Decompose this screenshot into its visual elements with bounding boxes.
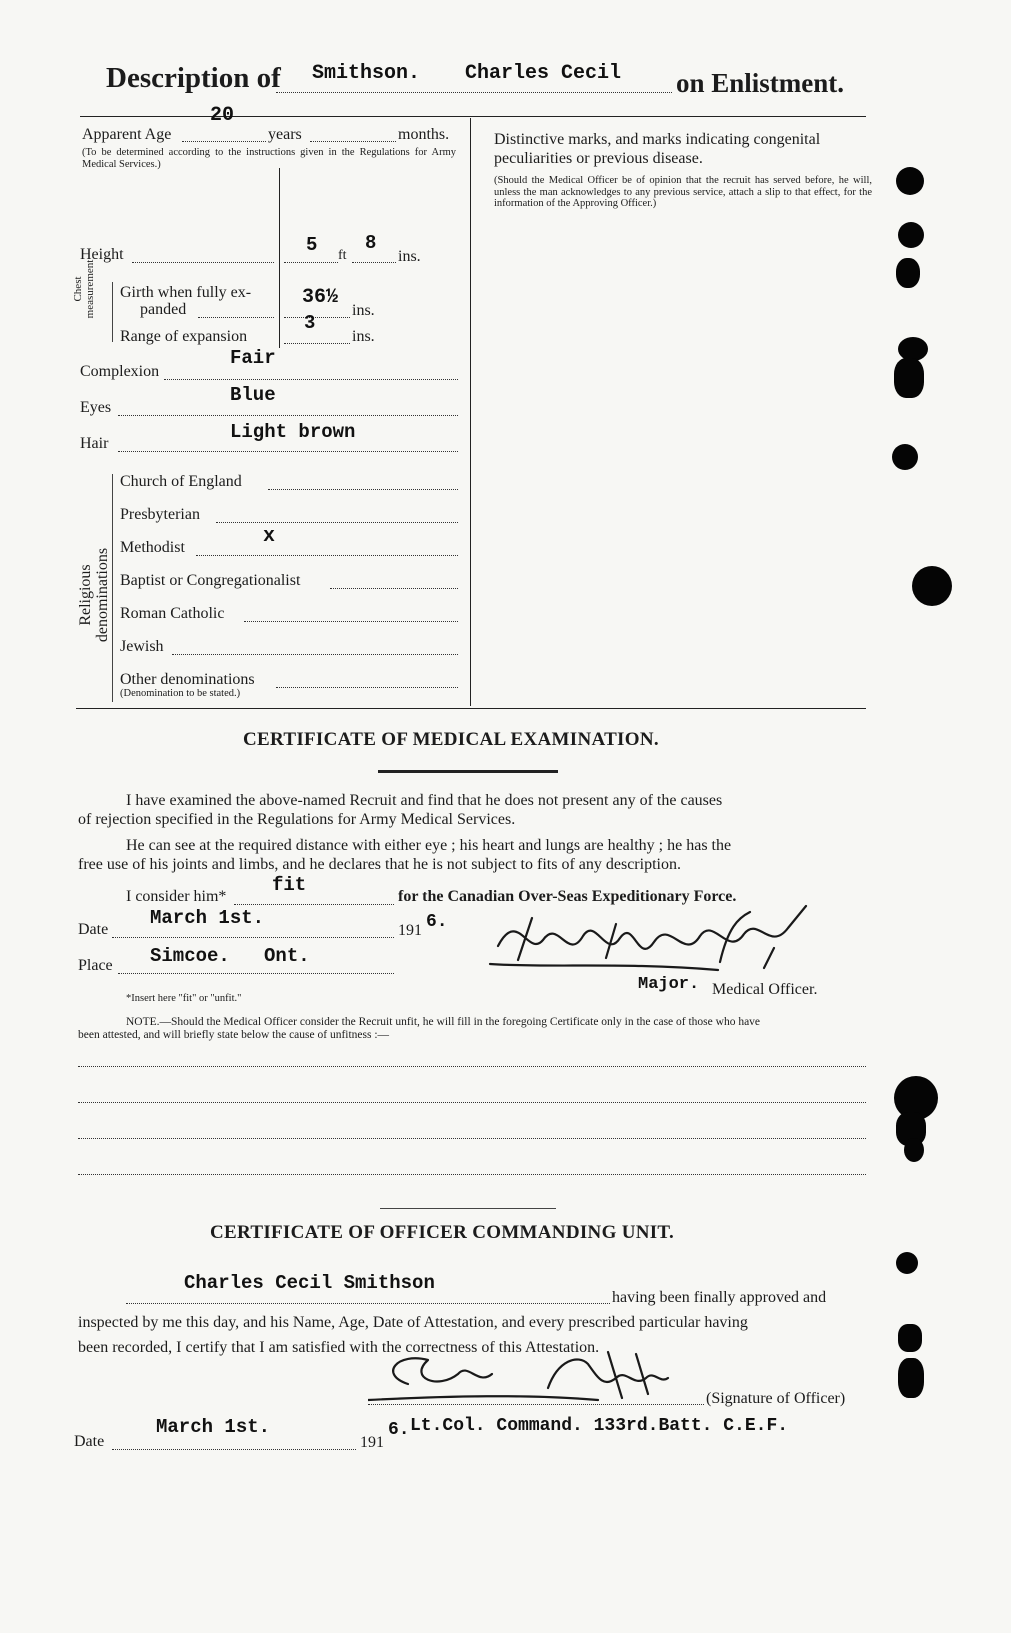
medical-date-label: Date [78, 921, 109, 938]
insert-note: *Insert here "fit" or "unfit." [126, 993, 242, 1004]
commanding-year-prefix: 191 [360, 1434, 384, 1451]
medical-year-digit: 6. [426, 912, 448, 932]
commanding-signature-line [368, 1404, 704, 1405]
medical-title-rule [378, 770, 558, 773]
medical-officer-label: Medical Officer. [712, 981, 818, 998]
medical-bottom-rule [380, 1208, 556, 1209]
commanding-name-line [126, 1303, 610, 1304]
binding-hole-10 [904, 1138, 924, 1162]
girth-value: 36½ [302, 286, 339, 309]
religion-side-line-2: denominations [94, 547, 111, 643]
eyes-value: Blue [230, 384, 276, 406]
years-label: years [268, 126, 302, 143]
commanding-year-digit: 6. [388, 1420, 410, 1440]
header-given-names: Charles Cecil [465, 62, 622, 85]
eyes-line [118, 415, 458, 416]
religion-jewish: Jewish [120, 638, 164, 655]
unfit-note-line2: been attested, and will briefly state below the cause of unfitness :— [78, 1029, 390, 1041]
religion-line-4 [244, 621, 458, 622]
commanding-officer-signature [368, 1334, 688, 1414]
medical-officer-rank: Major. [638, 975, 700, 994]
girth-value-line [284, 317, 350, 318]
commanding-date-line [112, 1449, 356, 1450]
height-feet-value: 5 [306, 234, 318, 256]
commanding-date-value: March 1st. [156, 1416, 271, 1438]
commanding-date-label: Date [74, 1433, 105, 1450]
girth-label-1: Girth when fully ex- [120, 284, 252, 301]
religion-roman-catholic: Roman Catholic [120, 605, 225, 622]
place-label: Place [78, 957, 113, 974]
medical-date-line [112, 937, 394, 938]
methodist-mark: x [263, 525, 276, 548]
binding-hole-13 [898, 1358, 924, 1398]
header-on-enlistment: on Enlistment. [676, 68, 845, 98]
feet-label: ft [338, 248, 347, 263]
distinctive-marks-title: Distinctive marks, and marks indicating congenital peculiarities or previous disease. [494, 131, 821, 167]
girth-label-2: panded [140, 301, 187, 318]
binding-hole-1 [896, 167, 924, 195]
age-note: (To be determined according to the instructions given in the Regulations for Army Medical Services.) [82, 147, 456, 170]
binding-hole-2 [898, 222, 924, 248]
height-inches-value: 8 [365, 232, 377, 254]
column-divider [470, 118, 471, 706]
religion-other-note: (Denomination to be stated.) [120, 688, 241, 699]
range-label: Range of expansion [120, 328, 248, 345]
range-ins-label: ins. [352, 328, 375, 345]
height-leader [132, 262, 274, 263]
medical-para1-line1: I have examined the above-named Recruit and find that he does not present any of the causes [126, 792, 723, 809]
medical-certificate-title: CERTIFICATE OF MEDICAL EXAMINATION. [243, 729, 659, 750]
complexion-value: Fair [230, 347, 276, 369]
consider-label: I consider him* [126, 888, 227, 905]
religion-line-2 [196, 555, 458, 556]
unfit-line-3 [78, 1138, 866, 1139]
age-years-line [182, 141, 266, 142]
commanding-line2: inspected by me this day, and his Name, Age, Date of Attestation, and every prescribed particular having [78, 1314, 748, 1331]
religion-other: Other denominations [120, 671, 255, 688]
age-months-line [310, 141, 396, 142]
religion-baptist: Baptist or Congregationalist [120, 572, 301, 589]
complexion-line [164, 379, 458, 380]
religion-line-3 [330, 588, 458, 589]
medical-para1-line2: of rejection specified in the Regulations for Army Medical Services. [78, 811, 516, 828]
binding-hole-7 [912, 566, 952, 606]
range-value: 3 [304, 312, 316, 334]
header-surname: Smithson. [312, 62, 421, 85]
value-column-divider [279, 168, 280, 348]
girth-leader [198, 317, 274, 318]
medical-date-value: March 1st. [150, 907, 265, 929]
height-feet-line [284, 262, 338, 263]
hair-line [118, 451, 458, 452]
binding-hole-12 [898, 1324, 922, 1352]
header-description-of: Description of [106, 62, 281, 94]
unfit-line-4 [78, 1174, 866, 1175]
age-value: 20 [210, 104, 235, 127]
medical-para2-line1: He can see at the required distance with either eye ; his heart and lungs are healthy ; he has the [126, 837, 732, 854]
place-value: Simcoe. Ont. [150, 945, 310, 967]
commanding-certificate-title: CERTIFICATE OF OFFICER COMMANDING UNIT. [210, 1222, 675, 1243]
commanding-line3: been recorded, I certify that I am satisfied with the correctness of this Attestation. [78, 1339, 600, 1356]
medical-year-prefix: 191 [398, 922, 422, 939]
religion-side-line-1: Religious [77, 564, 94, 626]
commanding-line1-end: having been finally approved and [612, 1289, 827, 1306]
header-rule [80, 116, 866, 117]
apparent-age-label: Apparent Age [82, 126, 172, 143]
medical-para2-line2: free use of his joints and limbs, and he declares that he is not subject to fits of any description. [78, 856, 681, 873]
religion-line-0 [268, 489, 458, 490]
place-line [118, 973, 394, 974]
months-label: months. [398, 126, 450, 143]
height-inches-line [352, 262, 396, 263]
fit-value: fit [272, 874, 307, 896]
unfit-line-2 [78, 1102, 866, 1103]
commanding-signature-label: (Signature of Officer) [706, 1390, 846, 1407]
distinctive-marks-note: (Should the Medical Officer be of opinion that the recruit has served before, he will, unless the man acknowledges to any previous service, attach a slip to that effect, for the information of the Approving Officer.) [494, 175, 872, 209]
religion-presbyterian: Presbyterian [120, 506, 200, 523]
religion-side-label [77, 530, 111, 660]
religion-church-of-england: Church of England [120, 473, 242, 490]
range-value-line [284, 343, 350, 344]
religion-line-1 [216, 522, 458, 523]
section-bottom-rule [76, 708, 866, 709]
binding-hole-5 [894, 358, 924, 398]
commanding-recruit-name: Charles Cecil Smithson [184, 1272, 435, 1294]
unfit-line-1 [78, 1066, 866, 1067]
eyes-label: Eyes [80, 399, 112, 416]
binding-hole-3 [896, 258, 920, 288]
binding-hole-11 [896, 1252, 918, 1274]
chest-bracket [112, 282, 113, 342]
religion-line-5 [172, 654, 458, 655]
religion-line-6 [276, 687, 458, 688]
header-name-line [276, 92, 672, 93]
religion-bracket [112, 474, 113, 702]
religion-methodist: Methodist [120, 539, 185, 556]
height-label: Height [80, 246, 124, 263]
unfit-note-line1: NOTE.—Should the Medical Officer consider the Recruit unfit, he will fill in the foregoing Certificate only in the case of those who have [126, 1016, 761, 1028]
girth-ins-label: ins. [352, 302, 375, 319]
medical-officer-signature [488, 888, 818, 988]
binding-hole-6 [892, 444, 918, 470]
inches-label: ins. [398, 248, 421, 265]
commanding-officer-title: Lt.Col. Command. 133rd.Batt. C.E.F. [410, 1416, 789, 1436]
fit-line [234, 904, 394, 905]
hair-label: Hair [80, 435, 109, 452]
for-force-text: for the Canadian Over-Seas Expeditionary Force. [398, 888, 737, 905]
chest-side-label: Chest measurement [72, 259, 96, 319]
complexion-label: Complexion [80, 363, 160, 380]
hair-value: Light brown [230, 421, 356, 443]
